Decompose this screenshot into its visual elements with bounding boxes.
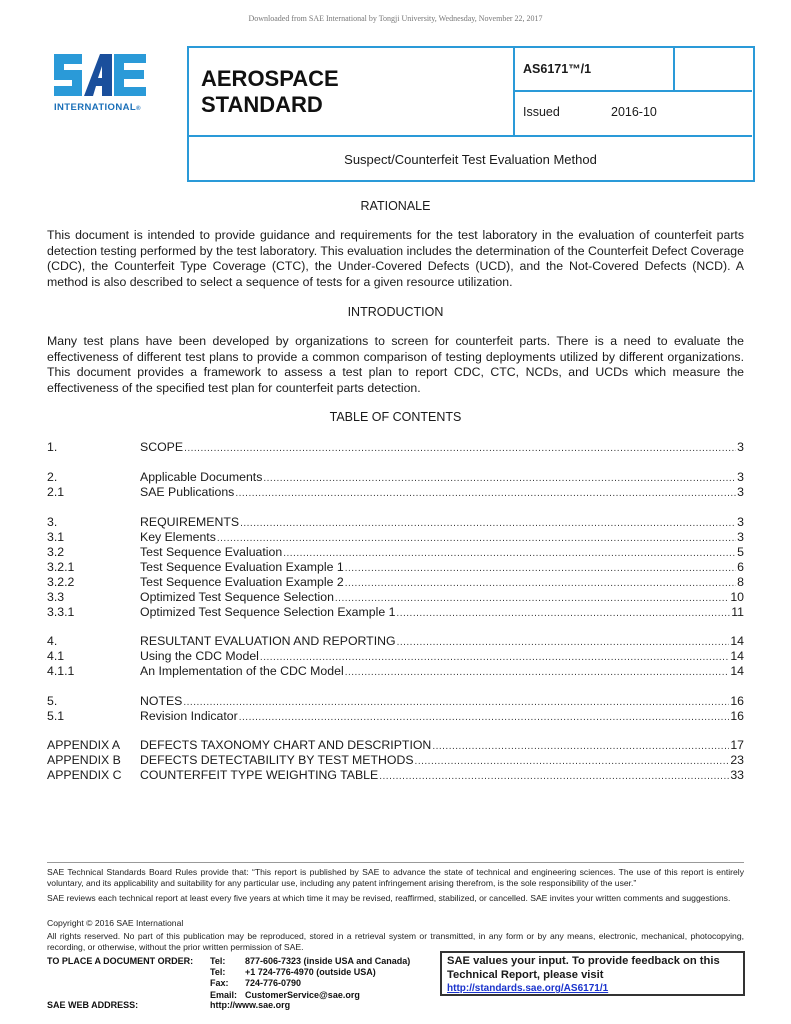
toc-entry[interactable]: 2.1 SAE Publications ..... 3 (47, 485, 744, 500)
toc-entry[interactable]: APPENDIX C COUNTERFEIT TYPE WEIGHTING TABLE ..... 33 (47, 768, 744, 783)
blank-cell (675, 48, 752, 92)
download-watermark: Downloaded from SAE International by Tongji University, Wednesday, November 22, 2017 (248, 14, 543, 23)
toc-entry[interactable]: 3.3.1 Optimized Test Sequence Selection Example 1 ..... 11 (47, 605, 744, 620)
contact-values (245, 956, 410, 1001)
toc-entry[interactable]: 5.1 Revision Indicator ..... 16 (47, 709, 744, 724)
toc-entry[interactable]: 3. REQUIREMENTS ..... 3 (47, 515, 744, 530)
toc-entry[interactable]: APPENDIX A DEFECTS TAXONOMY CHART AND DESCRIPTION ..... 17 (47, 738, 744, 753)
toc-entry[interactable]: 1. SCOPE ..... 3 (47, 440, 744, 455)
web-address-link[interactable]: http://www.sae.org (210, 1000, 291, 1010)
phone-us: 877-606-7323 (inside USA and Canada) (245, 956, 411, 966)
toc-entry[interactable]: 3.2.2 Test Sequence Evaluation Example 2 ..... 8 (47, 575, 744, 590)
document-type: AEROSPACE STANDARD (189, 48, 515, 137)
issued-label: Issued (523, 105, 560, 119)
document-number: AS6171™/1 (515, 48, 675, 92)
board-rules-text: SAE Technical Standards Board Rules provide that: “This report is published by SAE to advance the state of technical and engineering sciences. The use of this report is entirely voluntary, and its applicability and suitability for any particular use, including any patent infringement arising therefrom, is the sole responsibility of the user.” (47, 867, 744, 888)
issued-info (515, 92, 752, 137)
toc-entry[interactable]: 4. RESULTANT EVALUATION AND REPORTING ..... 14 (47, 634, 744, 649)
fax: 724-776-0790 (245, 978, 302, 989)
order-label: TO PLACE A DOCUMENT ORDER: (47, 956, 194, 966)
toc-entry[interactable]: 4.1 Using the CDC Model ..... 14 (47, 649, 744, 664)
web-address-label: SAE WEB ADDRESS: (47, 1000, 139, 1010)
rationale-heading: RATIONALE (360, 199, 431, 213)
toc-entry[interactable]: 3.2 Test Sequence Evaluation ..... 5 (47, 545, 744, 560)
sae-logo-icon (50, 50, 150, 100)
feedback-box: SAE values your input. To provide feedback on this Technical Report, please visit http://standards.sae.org/AS6171/1 (440, 951, 745, 996)
copyright-text: Copyright © 2016 SAE International (47, 918, 184, 928)
toc-entry[interactable]: 3.2.1 Test Sequence Evaluation Example 1 ..... 6 (47, 560, 744, 575)
review-text: SAE reviews each technical report at least every five years at which time it may be revised, reaffirmed, stabilized, or cancelled. SAE invites your written comments and suggestions. (47, 893, 731, 903)
toc-entry[interactable]: APPENDIX B DEFECTS DETECTABILITY BY TEST METHODS ..... 23 (47, 753, 744, 768)
toc-entry[interactable]: 5. NOTES ..... 16 (47, 694, 744, 709)
logo-subtext: INTERNATIONAL® (54, 102, 141, 113)
issued-date: 2016-10 (611, 105, 657, 119)
feedback-link[interactable]: http://standards.sae.org/AS6171/1 (447, 983, 609, 994)
rationale-text: This document is intended to provide guidance and requirements for the test laboratory in the evaluation of counterfeit parts detection testing performed by the test laboratory. This evaluation includes the determination of the Counterfeit Defect Coverage (CDC), the Counterfeit Type Coverage (CTC), the Under-Covered Defects (UCD), and the Not-Covered Defects (NCD). A method is also described to select a sequence of tests for a given resource utilization. (47, 228, 744, 289)
toc-entry[interactable]: 2. Applicable Documents ..... 3 (47, 470, 744, 485)
toc-heading: TABLE OF CONTENTS (329, 410, 462, 424)
document-header-box (187, 46, 755, 182)
introduction-text: Many test plans have been developed by organizations to screen for counterfeit parts. There is a need to evaluate the effectiveness of different test plans to provide a common comparison of testing deployments utilized by different organizations. This document provides a framework to assess a test plan to report CDC, CTC, NCDs, and UCDs which measure the effectiveness of the specified test plan for counterfeit parts detection. (47, 334, 744, 395)
phone-intl: +1 724-776-4970 (outside USA) (245, 967, 376, 978)
toc-entry[interactable]: 3.1 Key Elements ..... 3 (47, 530, 744, 545)
email-link[interactable]: CustomerService@sae.org (245, 989, 360, 1000)
footer-divider (47, 862, 744, 863)
contact-labels: Tel: Tel: Fax: Email: (210, 956, 238, 1000)
toc-entry[interactable]: 3.3 Optimized Test Sequence Selection ..... 10 (47, 590, 744, 605)
introduction-heading: INTRODUCTION (347, 305, 444, 319)
rights-text: All rights reserved. No part of this publication may be reproduced, stored in a retrieval system or transmitted, in any form or by any means, electronic, mechanical, photocopying, recording, or otherwise, without the prior written permission of SAE. (47, 931, 744, 952)
document-subtitle: Suspect/Counterfeit Test Evaluation Method (344, 152, 597, 167)
toc-entry[interactable]: 4.1.1 An Implementation of the CDC Model ..... 14 (47, 664, 744, 679)
